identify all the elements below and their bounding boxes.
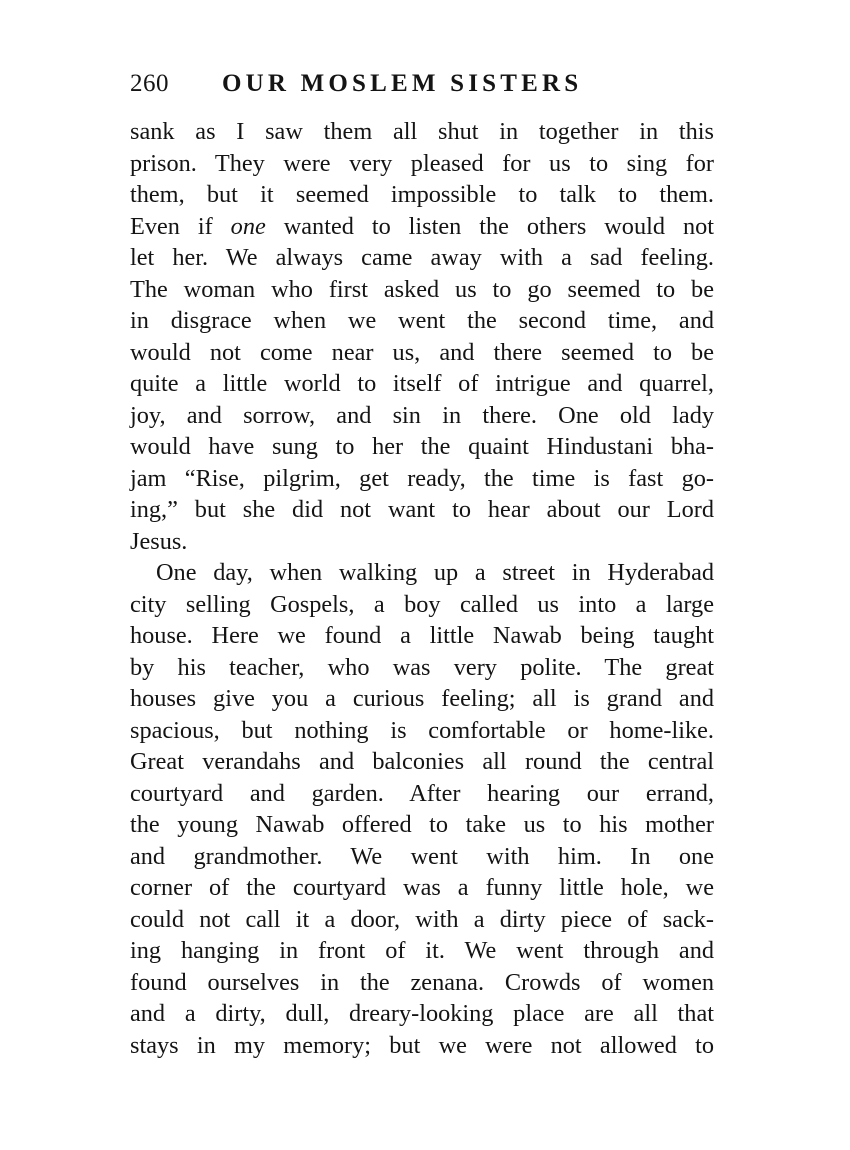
- text-line: Great verandahs and balconies all round the central: [130, 748, 714, 775]
- emphasis-word: one: [230, 212, 266, 240]
- text-line: jam “Rise, pilgrim, get ready, the time is fast go-: [130, 464, 714, 492]
- text-line: found ourselves in the zenana. Crowds of women: [130, 968, 714, 996]
- text-line: spacious, but nothing is comfortable or home-like.: [130, 716, 714, 744]
- book-page: [130, 64, 714, 1061]
- text-line: and a dirty, dull, dreary-looking place are all that: [130, 1000, 714, 1027]
- text-line: The woman who first asked us to go seemed to be: [130, 275, 714, 303]
- text-line: city selling Gospels, a boy called us into a large: [130, 590, 714, 618]
- text-line: house. Here we found a little Nawab being taught: [130, 622, 714, 649]
- text-line: joy, and sorrow, and sin in there. One old lady: [130, 401, 714, 429]
- text-line: let her. We always came away with a sad feeling.: [130, 244, 714, 271]
- text-line: corner of the courtyard was a funny little hole, we: [130, 874, 714, 901]
- text-line: would not come near us, and there seemed to be: [130, 338, 714, 366]
- text-line: sank as I saw them all shut in together in this: [130, 118, 714, 145]
- text-run: Even if: [130, 212, 231, 240]
- text-line: prison. They were very pleased for us to sing for: [130, 149, 714, 177]
- page-number: 260: [130, 70, 169, 97]
- text-line: [130, 211, 714, 243]
- text-line: them, but it seemed impossible to talk to them.: [130, 181, 714, 208]
- text-line: and grandmother. We went with him. In one: [130, 842, 714, 870]
- text-line: in disgrace when we went the second time, and: [130, 307, 714, 334]
- text-line: would have sung to her the quaint Hindustani bha-: [130, 433, 714, 460]
- text-run: wanted to listen the others would not: [265, 212, 714, 240]
- text-line: One day, when walking up a street in Hyderabad: [156, 559, 714, 586]
- text-line: courtyard and garden. After hearing our errand,: [130, 779, 714, 807]
- text-line: by his teacher, who was very polite. The great: [130, 653, 714, 681]
- text-line: could not call it a door, with a dirty piece of sack-: [130, 905, 714, 933]
- book-title: OUR MOSLEM SISTERS: [222, 70, 583, 97]
- running-head: [130, 64, 714, 104]
- body-text: [130, 116, 714, 1061]
- text-line: ing,” but she did not want to hear about our Lord: [130, 496, 714, 523]
- text-line: Jesus.: [130, 527, 188, 555]
- text-line: ing hanging in front of it. We went through and: [130, 937, 714, 964]
- text-line: stays in my memory; but we were not allowed to: [130, 1031, 714, 1059]
- text-line: quite a little world to itself of intrigue and quarrel,: [130, 370, 714, 397]
- text-line: houses give you a curious feeling; all is grand and: [130, 685, 714, 712]
- text-line: the young Nawab offered to take us to his mother: [130, 811, 714, 838]
